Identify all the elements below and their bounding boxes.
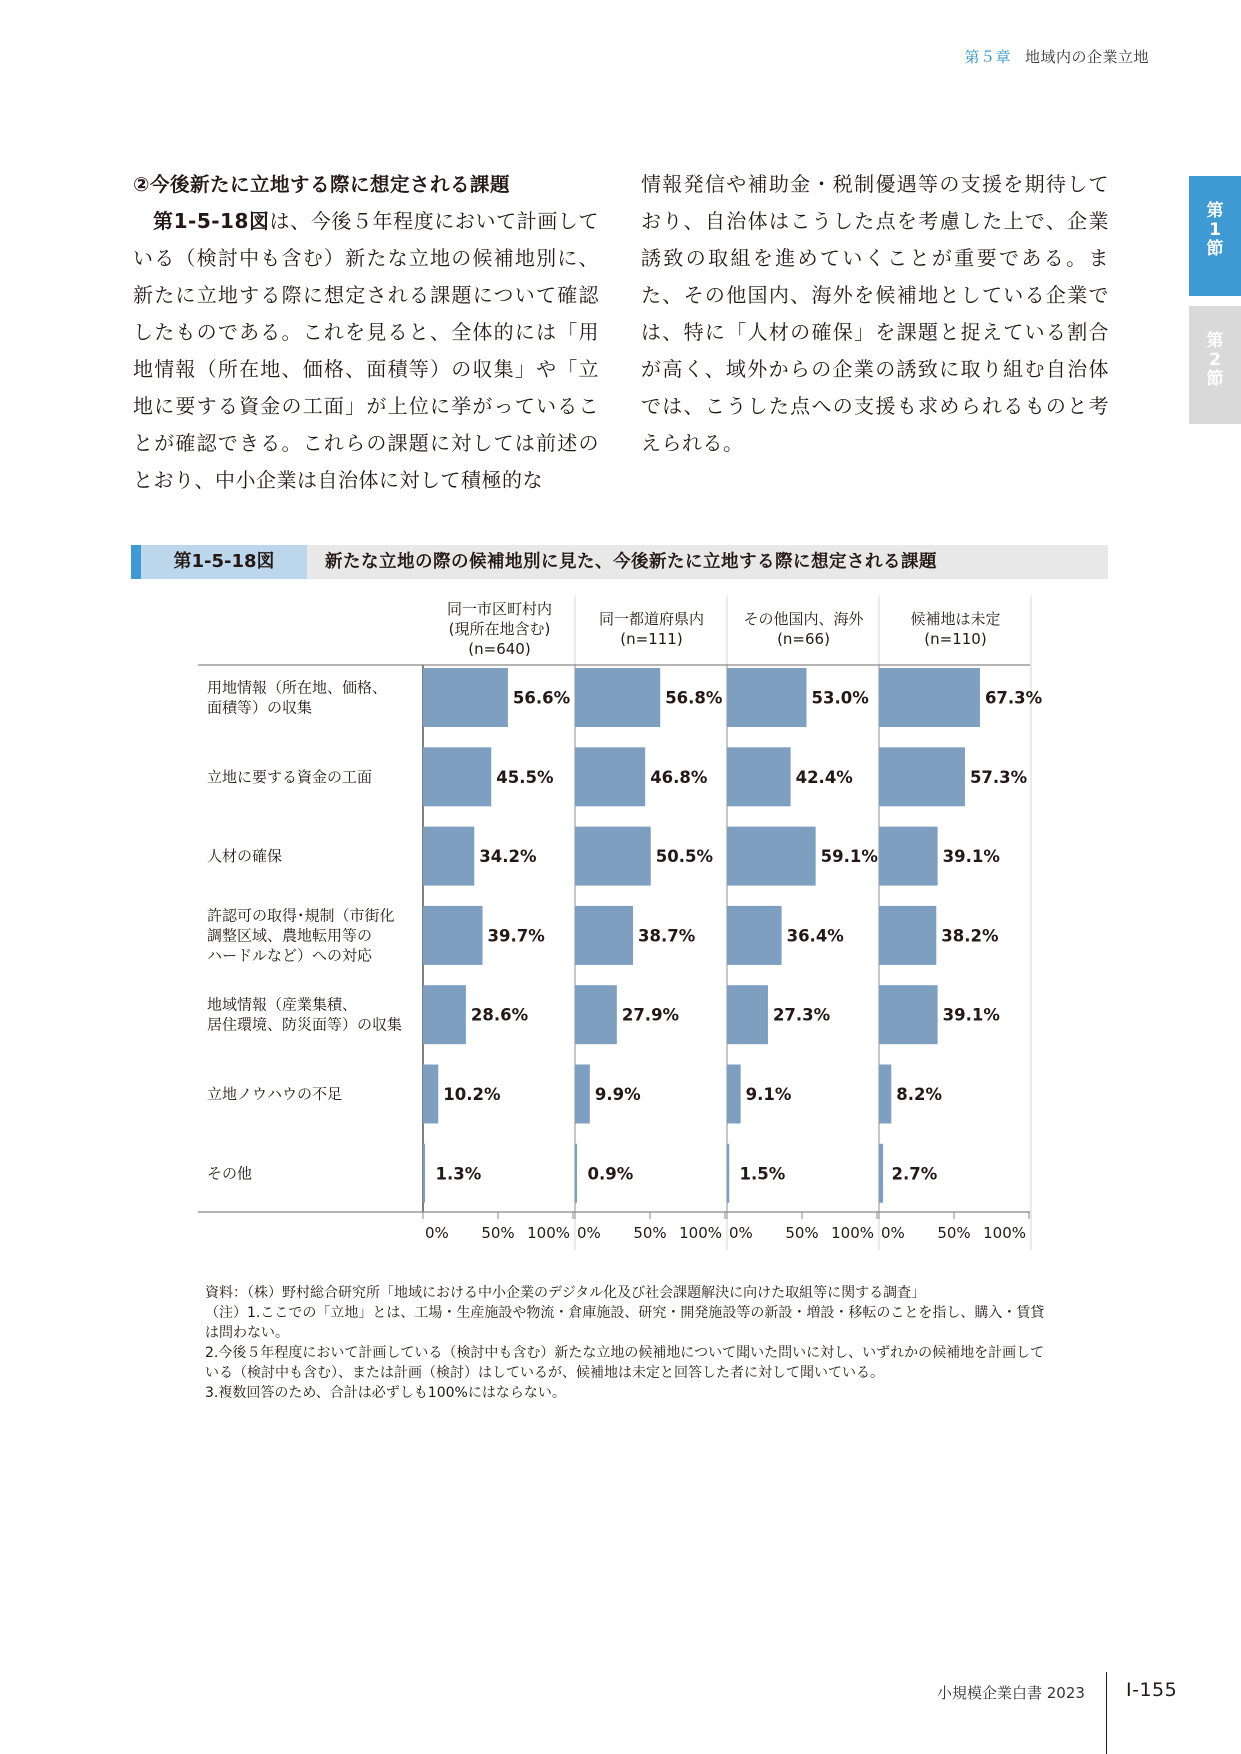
x-tick-label: 100% <box>983 1224 1026 1242</box>
page-number: Ⅰ-155 <box>1126 1679 1178 1701</box>
panel-header-line: 同一都道府県内 <box>598 610 705 628</box>
bar-value-label: 27.3% <box>772 1005 831 1025</box>
body-text-right: 情報発信や補助金・税制優遇等の支援を期待しており、自治体はこうした点を考慮した上で、企業誘致の取組を進めていくことが重要である。また、その他国内、海外を候補地としている企業では、特に「人材の確保」を課題と捉えている割合が高く、域外からの企業の誘致に取り組む自治体では、こうした点への支援も求められるものと考えられる。 <box>641 172 1109 455</box>
x-tick-label: 100% <box>527 1224 570 1242</box>
bar <box>423 1144 425 1203</box>
bar <box>575 906 633 965</box>
section-tab-1[interactable] <box>1189 176 1241 296</box>
category-label: ハードルなど）への対応 <box>207 946 373 965</box>
x-tick-label: 50% <box>937 1224 971 1242</box>
body-paragraph <box>133 203 599 499</box>
bar <box>727 1065 741 1124</box>
x-tick-label: 100% <box>679 1224 722 1242</box>
bar <box>423 906 483 965</box>
bar-value-label: 39.1% <box>942 847 1000 867</box>
category-label: 面積等）の収集 <box>207 698 313 717</box>
bar <box>423 747 491 806</box>
bar-value-label: 10.2% <box>443 1085 501 1104</box>
bar-value-label: 34.2% <box>479 847 537 867</box>
body-text-left: は、今後５年程度において計画している（検討中も含む）新たな立地の候補地別に、新たに立地する際に想定される課題について確認したものである。これを見ると、全体的には「用地情報（所在地、価格、面積等）の収集」や「立地に要する資金の工面」が上位に挙がっていることが確認できる。これらの課題に対しては前述のとおり、中小企業は自治体に対して積極的な <box>133 209 600 492</box>
body-column-right <box>641 166 1109 462</box>
bar-value-label: 0.9% <box>587 1164 634 1184</box>
bar-value-label: 53.0% <box>811 688 869 708</box>
figure-reference: 第1-5-18図 <box>153 209 270 233</box>
bar-value-label: 42.4% <box>795 767 853 787</box>
bar-value-label: 56.8% <box>665 688 723 708</box>
panel-header-line: 候補地は未定 <box>910 610 1001 628</box>
bar-value-label: 1.3% <box>435 1164 482 1184</box>
bar-value-label: 1.5% <box>739 1164 786 1184</box>
bar-value-label: 8.2% <box>896 1085 943 1104</box>
x-tick-label: 0% <box>881 1224 905 1242</box>
chapter-label: 第５章 <box>964 48 1011 66</box>
x-tick-label: 50% <box>785 1224 819 1242</box>
tab-char: 節 <box>1206 239 1224 259</box>
bar <box>879 747 965 806</box>
bar <box>727 747 791 806</box>
bar <box>727 985 768 1044</box>
panel-header-line: 同一市区町村内 <box>446 600 553 618</box>
bar <box>727 668 807 727</box>
bar-value-label: 50.5% <box>655 847 713 867</box>
running-header <box>964 46 1149 67</box>
note-source: 資料：（株）野村総合研究所「地域における中小企業のデジタル化及び社会課題解決に向けた取組等に関する調査」 <box>205 1285 926 1301</box>
note-3: 3.複数回答のため、合計は必ずしも100%にはならない。 <box>205 1385 566 1401</box>
bar-value-label: 39.7% <box>487 926 545 946</box>
bar <box>423 985 466 1044</box>
bar-value-label: 28.6% <box>470 1005 529 1025</box>
bar-value-label: 39.1% <box>942 1005 1000 1025</box>
category-label: 調整区域、農地転用等の <box>207 926 373 945</box>
category-label: 人材の確保 <box>207 847 283 866</box>
x-tick-label: 0% <box>729 1224 753 1242</box>
bar <box>727 827 816 886</box>
bar-value-label: 27.9% <box>621 1005 680 1025</box>
footer-book-title: 小規模企業白書 2023 <box>937 1684 1085 1702</box>
section-tab-2[interactable] <box>1189 306 1241 424</box>
bar <box>575 1144 577 1203</box>
category-label: 居住環境、防災面等）の収集 <box>207 1015 403 1034</box>
x-tick-label: 50% <box>481 1224 515 1242</box>
bar <box>879 985 938 1044</box>
tab-char: 第 <box>1206 331 1224 351</box>
figure-caption: 新たな立地の際の候補地別に見た、今後新たに立地する際に想定される課題 <box>325 552 937 572</box>
footer-divider <box>1106 1672 1107 1754</box>
bar-value-label: 56.6% <box>512 688 571 708</box>
bar-value-label: 9.9% <box>594 1085 641 1104</box>
bar-value-label: 59.1% <box>820 847 878 867</box>
bar-value-label: 46.8% <box>650 767 708 787</box>
bar <box>879 827 938 886</box>
category-label: 用地情報（所在地、価格、 <box>207 678 388 697</box>
bar-value-label: 2.7% <box>891 1164 938 1184</box>
note-2: 2.今後５年程度において計画している（検討中も含む）新たな立地の候補地について聞いた問いに対し、いずれかの候補地を計画している（検討中も含む）、または計画（検討）はしているが、候補地は未定と回答した者に対して聞いている。 <box>205 1345 1045 1381</box>
bar <box>727 1144 729 1203</box>
bar <box>575 985 617 1044</box>
bar-value-label: 9.1% <box>745 1085 792 1104</box>
bar <box>879 906 936 965</box>
bar-value-label: 67.3% <box>984 688 1043 708</box>
panel-header-line: (現所在地含む) <box>448 620 551 638</box>
panel-header-line: (n=110) <box>924 630 987 648</box>
section-heading: ②今後新たに立地する際に想定される課題 <box>133 173 511 196</box>
bar <box>727 906 782 965</box>
bar <box>575 747 645 806</box>
panel-header-line: (n=66) <box>777 630 830 648</box>
x-tick-label: 0% <box>425 1224 449 1242</box>
bar <box>879 668 980 727</box>
tab-char: 2 <box>1209 350 1221 370</box>
category-label: 許認可の取得･規制（市街化 <box>207 906 395 925</box>
bar <box>575 668 660 727</box>
figure-number: 第1-5-18図 <box>131 545 307 579</box>
chapter-title: 地域内の企業立地 <box>1024 48 1149 66</box>
bar <box>423 827 474 886</box>
category-label: 地域情報（産業集積、 <box>207 995 358 1014</box>
bar-value-label: 36.4% <box>786 926 844 946</box>
bar-value-label: 45.5% <box>496 767 554 787</box>
bar-value-label: 38.2% <box>941 926 999 946</box>
bar-value-label: 38.7% <box>638 926 696 946</box>
bar <box>879 1065 891 1124</box>
tab-char: 1 <box>1209 220 1221 240</box>
x-tick-label: 50% <box>633 1224 667 1242</box>
bar-value-label: 57.3% <box>969 767 1028 787</box>
x-tick-label: 0% <box>577 1224 601 1242</box>
category-label: 立地に要する資金の工面 <box>207 767 373 786</box>
note-1: （注）1.ここでの「立地」とは、工場・生産施設や物流・倉庫施設、研究・開発施設等の新設・増設・移転のことを指し、購入・賃貸は問わない。 <box>205 1305 1045 1341</box>
panel-header-line: (n=640) <box>468 640 531 658</box>
x-tick-label: 100% <box>831 1224 874 1242</box>
category-label: その他 <box>207 1164 253 1183</box>
tab-char: 第 <box>1206 201 1224 221</box>
panel-header-line: (n=111) <box>620 630 683 648</box>
bar <box>423 1065 438 1124</box>
category-label: 立地ノウハウの不足 <box>207 1085 343 1103</box>
bar <box>879 1144 883 1203</box>
bar <box>423 668 508 727</box>
tab-char: 節 <box>1206 369 1224 389</box>
bar <box>575 1065 590 1124</box>
body-column-left <box>133 166 599 499</box>
figure-title-bar <box>131 545 1108 579</box>
figure-notes <box>205 1283 1045 1403</box>
panel-header-line: その他国内、海外 <box>743 610 864 628</box>
bar <box>575 827 651 886</box>
